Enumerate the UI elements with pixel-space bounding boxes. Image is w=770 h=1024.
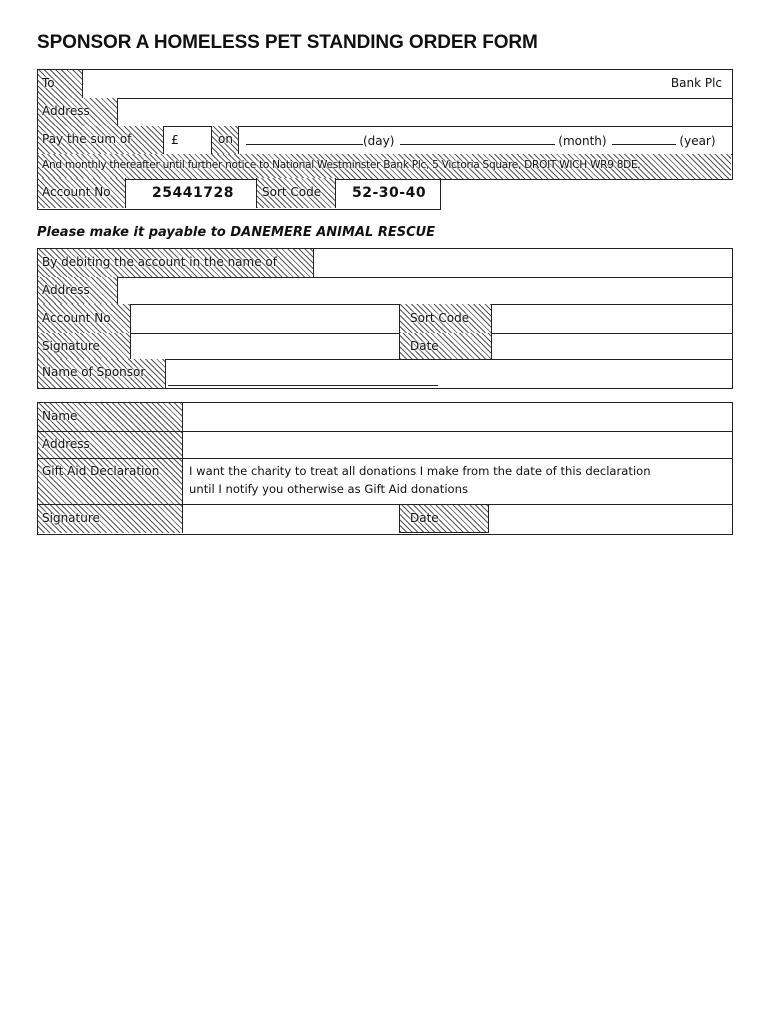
bank-name-field[interactable]: [86, 70, 666, 98]
amount-field[interactable]: [183, 126, 209, 154]
gift-aid-text-line1: I want the charity to treat all donations I make from the date of this declaration: [189, 464, 651, 478]
debit-date-field[interactable]: [494, 333, 728, 359]
gift-signature-label: Signature: [42, 511, 100, 525]
bank-instruction-box: [37, 69, 733, 180]
to-label: To: [42, 76, 55, 90]
pay-label: Pay the sum of: [42, 132, 132, 146]
start-date-line: [246, 132, 716, 148]
form-title: SPONSOR A HOMELESS PET STANDING ORDER FORM: [37, 32, 538, 53]
day-field[interactable]: [246, 132, 363, 145]
payee-account-label: Account No: [42, 185, 111, 199]
payee-sort-label: Sort Code: [262, 185, 322, 199]
debit-address-row: [38, 277, 732, 304]
bank-address-row: [38, 98, 732, 126]
payee-account-box: [37, 178, 441, 210]
bank-address-label: Address: [42, 104, 90, 118]
sponsor-name-field[interactable]: [168, 359, 438, 386]
gift-aid-text-line2: until I notify you otherwise as Gift Aid donations: [189, 482, 469, 496]
account-holder-field[interactable]: [316, 249, 728, 277]
bank-address-field[interactable]: [120, 98, 728, 126]
gift-signature-field[interactable]: [185, 505, 397, 533]
on-label: on: [218, 132, 233, 146]
gift-aid-label: Gift Aid Declaration: [42, 464, 160, 478]
debit-signature-field[interactable]: [133, 333, 397, 359]
gift-aid-box: [37, 402, 733, 535]
debit-sort-label: Sort Code: [410, 311, 470, 325]
pay-row: [38, 126, 732, 154]
gift-address-field[interactable]: [185, 432, 728, 458]
bank-suffix: Bank Plc: [670, 76, 722, 90]
to-row: [38, 70, 732, 98]
currency-symbol: £: [171, 132, 179, 147]
sponsor-label: Name of Sponsor: [42, 365, 146, 379]
debit-details-box: [37, 248, 733, 389]
sponsor-name-row: [38, 359, 732, 388]
gift-name-label: Name: [42, 409, 78, 423]
debit-signature-row: [38, 333, 732, 359]
monthly-notice-row: [38, 154, 732, 179]
gift-name-field[interactable]: [185, 403, 728, 431]
month-label: (month): [558, 134, 607, 148]
monthly-notice: And monthly thereafter until further notice to National Westminster Bank Plc, 5 Victoria Square, DROIT WICH WR9 8DE.: [42, 159, 641, 171]
debit-address-label: Address: [42, 283, 90, 297]
year-field[interactable]: [612, 132, 676, 145]
debit-signature-label: Signature: [42, 339, 100, 353]
debit-label: By debiting the account in the name of: [42, 255, 277, 269]
year-label: (year): [679, 134, 716, 148]
debit-name-row: [38, 249, 732, 277]
debit-date-label: Date: [410, 339, 439, 353]
debit-sort-field[interactable]: [494, 304, 728, 333]
payable-to-note: Please make it payable to DANEMERE ANIMAL RESCUE: [37, 225, 436, 240]
payee-account-value: 25441728: [152, 185, 234, 201]
debit-address-field[interactable]: [120, 277, 728, 304]
debit-account-row: [38, 304, 732, 333]
gift-date-label: Date: [410, 511, 439, 525]
gift-address-label: Address: [42, 437, 90, 451]
gift-date-field[interactable]: [491, 505, 728, 533]
day-label: (day): [363, 134, 395, 148]
debit-account-label: Account No: [42, 311, 111, 325]
debit-account-field[interactable]: [133, 304, 397, 333]
month-field[interactable]: [400, 132, 555, 145]
payee-sort-value: 52-30-40: [352, 185, 427, 201]
